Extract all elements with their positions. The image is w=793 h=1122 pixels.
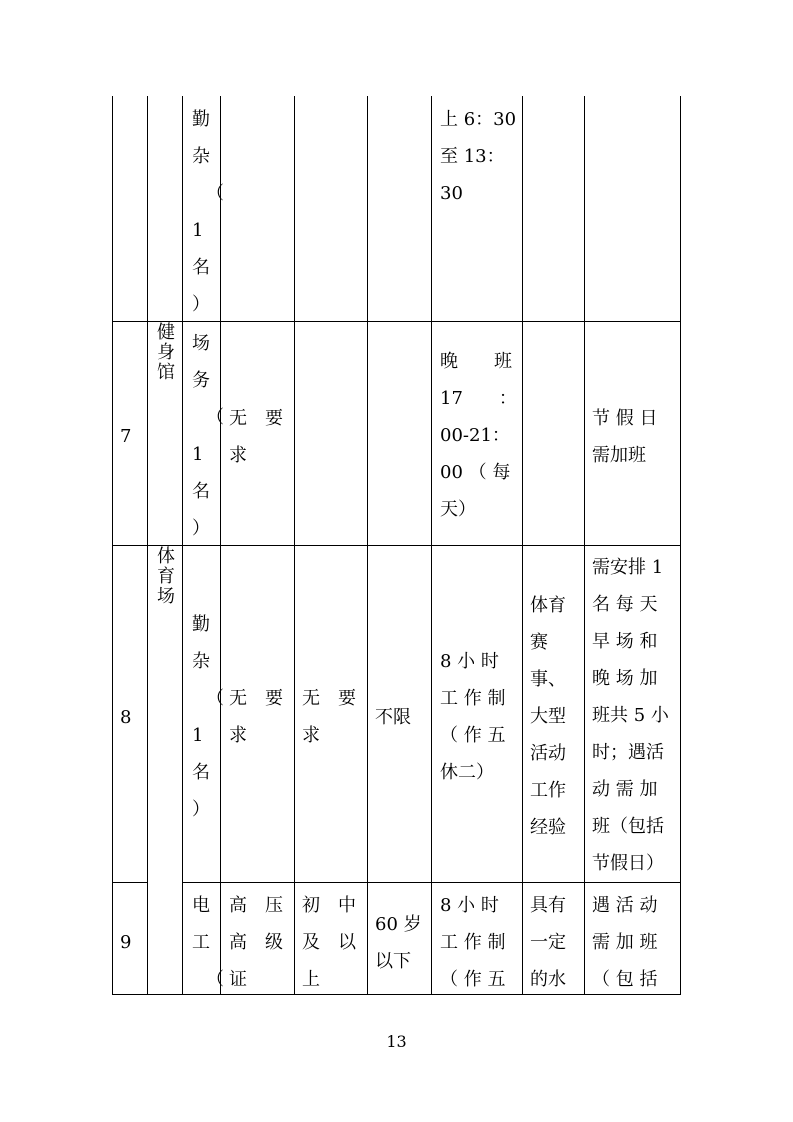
row7-venue-char: 身 — [157, 342, 175, 363]
row7-education-line: 求 — [229, 445, 247, 466]
row8-hours-line: （ 作 五 — [440, 725, 506, 746]
row9-qualification-line: 及 以 — [302, 932, 356, 953]
row9-hours-line: （ 作 五 — [440, 969, 506, 990]
row9-post-line: 工 — [192, 932, 210, 953]
row7-hours-line: 天） — [440, 499, 476, 520]
row9-remarks-line: 需 加 班 — [592, 932, 658, 953]
row7-hours-cell — [440, 343, 516, 528]
row9-hours-line: 工 作 制 — [440, 932, 506, 953]
row7-remarks-cell — [592, 400, 674, 474]
row8-venue-char: 育 — [157, 566, 175, 587]
row8-qualification-line: 无 要 — [302, 688, 356, 709]
row9-age-line: 60 岁 — [375, 914, 422, 935]
row8-qualification-line: 求 — [302, 725, 320, 746]
row0-post-line: 名 — [192, 257, 210, 278]
row7-post-line: 场 — [192, 333, 210, 354]
row0-post-line: （ — [206, 183, 224, 204]
row8-post-line: （ — [206, 688, 224, 709]
row7-hours-line: 00 （ 每 — [440, 462, 511, 483]
row9-age-line: 以下 — [375, 951, 411, 972]
row0-hours-line: 至 13： — [440, 146, 505, 167]
row8-education-cell — [229, 680, 289, 754]
row7-post-line: 1 — [192, 444, 204, 465]
row7-education-cell — [229, 400, 289, 474]
row9-qualification-line: 上 — [302, 969, 320, 990]
row8-post-line: 杂 — [192, 651, 210, 672]
row8-remarks-line: 早 场 和 — [592, 631, 658, 652]
row8-education-line: 求 — [229, 725, 247, 746]
row8-experience-line: 赛 — [530, 632, 548, 653]
row9-post-line: （ — [206, 969, 224, 990]
row8-post-cell — [192, 606, 224, 828]
row8-venue-char: 体 — [157, 546, 175, 567]
row0-hours-line: 上 6：30 — [440, 109, 517, 130]
row9-education-line: 证 — [229, 969, 247, 990]
row9-remarks-line: 遇 活 动 — [592, 895, 658, 916]
row8-hours-line: 休二） — [440, 762, 494, 783]
row8-experience-cell — [530, 587, 576, 846]
row8-post-line: 名 — [192, 762, 210, 783]
row7-post-line: 名 — [192, 481, 210, 502]
row9-education-line: 高 级 — [229, 932, 283, 953]
row9-number: 9 — [120, 932, 132, 953]
row0-post-cell — [192, 101, 224, 323]
row8-experience-line: 大型 — [530, 706, 566, 727]
row8-remarks-line: 需安排 1 — [592, 557, 664, 578]
row7-hours-line: 00-21： — [440, 425, 510, 446]
row8-experience-line: 活动 — [530, 743, 566, 764]
row8-venue-cell — [154, 547, 178, 607]
row7-education-line: 无 要 — [229, 408, 283, 429]
row7-hours-line: 17 ： — [440, 388, 517, 409]
row7-post-line: （ — [206, 407, 224, 428]
row7-remarks-line: 节 假 日 — [592, 408, 658, 429]
row7-remarks-line: 需加班 — [592, 445, 646, 466]
row9-experience-cell — [530, 887, 576, 998]
row8-experience-line: 经验 — [530, 817, 566, 838]
row7-post-line: ） — [192, 518, 210, 539]
row7-hours-line: 晚 班 — [440, 351, 512, 372]
row8-remarks-line: 时；遇活 — [592, 742, 664, 763]
row8-post-line: ） — [192, 799, 210, 820]
row8-post-line: 1 — [192, 725, 204, 746]
row0-post-line: 1 — [192, 220, 204, 241]
page-number: 13 — [386, 1032, 407, 1051]
row8-experience-line: 事、 — [530, 669, 566, 690]
row0-post-line: 勤 — [192, 109, 210, 130]
row8-remarks-line: 节假日） — [592, 853, 664, 874]
row8-post-line: 勤 — [192, 614, 210, 635]
row9-experience-line: 的水 — [530, 969, 566, 990]
row0-post-line: ） — [192, 294, 210, 315]
row7-post-cell — [192, 325, 224, 547]
row9-education-cell — [229, 887, 289, 998]
row9-post-cell — [192, 887, 224, 998]
row7-venue-cell — [154, 323, 178, 383]
row8-remarks-line: 动 需 加 — [592, 779, 658, 800]
row8-age-line: 不限 — [375, 707, 411, 728]
row8-remarks-line: 班共 5 小 — [592, 705, 669, 726]
row9-qualification-line: 初 中 — [302, 895, 356, 916]
row9-post-line: 电 — [192, 895, 210, 916]
row8-venue-char: 场 — [157, 586, 175, 607]
row8-remarks-line: 名 每 天 — [592, 594, 658, 615]
row8-education-line: 无 要 — [229, 688, 283, 709]
row7-venue-char: 健 — [157, 322, 175, 343]
row9-hours-cell — [440, 887, 516, 998]
row9-education-line: 高 压 — [229, 895, 283, 916]
row8-age-cell — [375, 699, 411, 736]
row7-post-line: 务 — [192, 370, 210, 391]
row0-hours-cell — [440, 101, 516, 212]
row7-number: 7 — [120, 426, 132, 447]
row0-post-line: 杂 — [192, 146, 210, 167]
row9-experience-line: 具有 — [530, 895, 566, 916]
row8-experience-line: 体育 — [530, 595, 566, 616]
row8-remarks-cell — [592, 549, 676, 882]
row9-remarks-line: （ 包 括 — [592, 969, 658, 990]
row8-qualification-cell — [302, 680, 362, 754]
row8-hours-cell — [440, 643, 516, 791]
row9-age-cell — [375, 906, 422, 980]
row8-hours-line: 工 作 制 — [440, 688, 506, 709]
row8-hours-line: 8 小 时 — [440, 651, 499, 672]
row8-experience-line: 工作 — [530, 780, 566, 801]
row9-hours-line: 8 小 时 — [440, 895, 499, 916]
row7-venue-char: 馆 — [157, 362, 175, 383]
row9-qualification-cell — [302, 887, 362, 998]
row8-remarks-line: 班（包括 — [592, 816, 664, 837]
row8-number: 8 — [120, 707, 132, 728]
row9-remarks-cell — [592, 887, 674, 998]
row9-experience-line: 一定 — [530, 932, 566, 953]
row8-remarks-line: 晚 场 加 — [592, 668, 658, 689]
row0-hours-line: 30 — [440, 183, 463, 204]
